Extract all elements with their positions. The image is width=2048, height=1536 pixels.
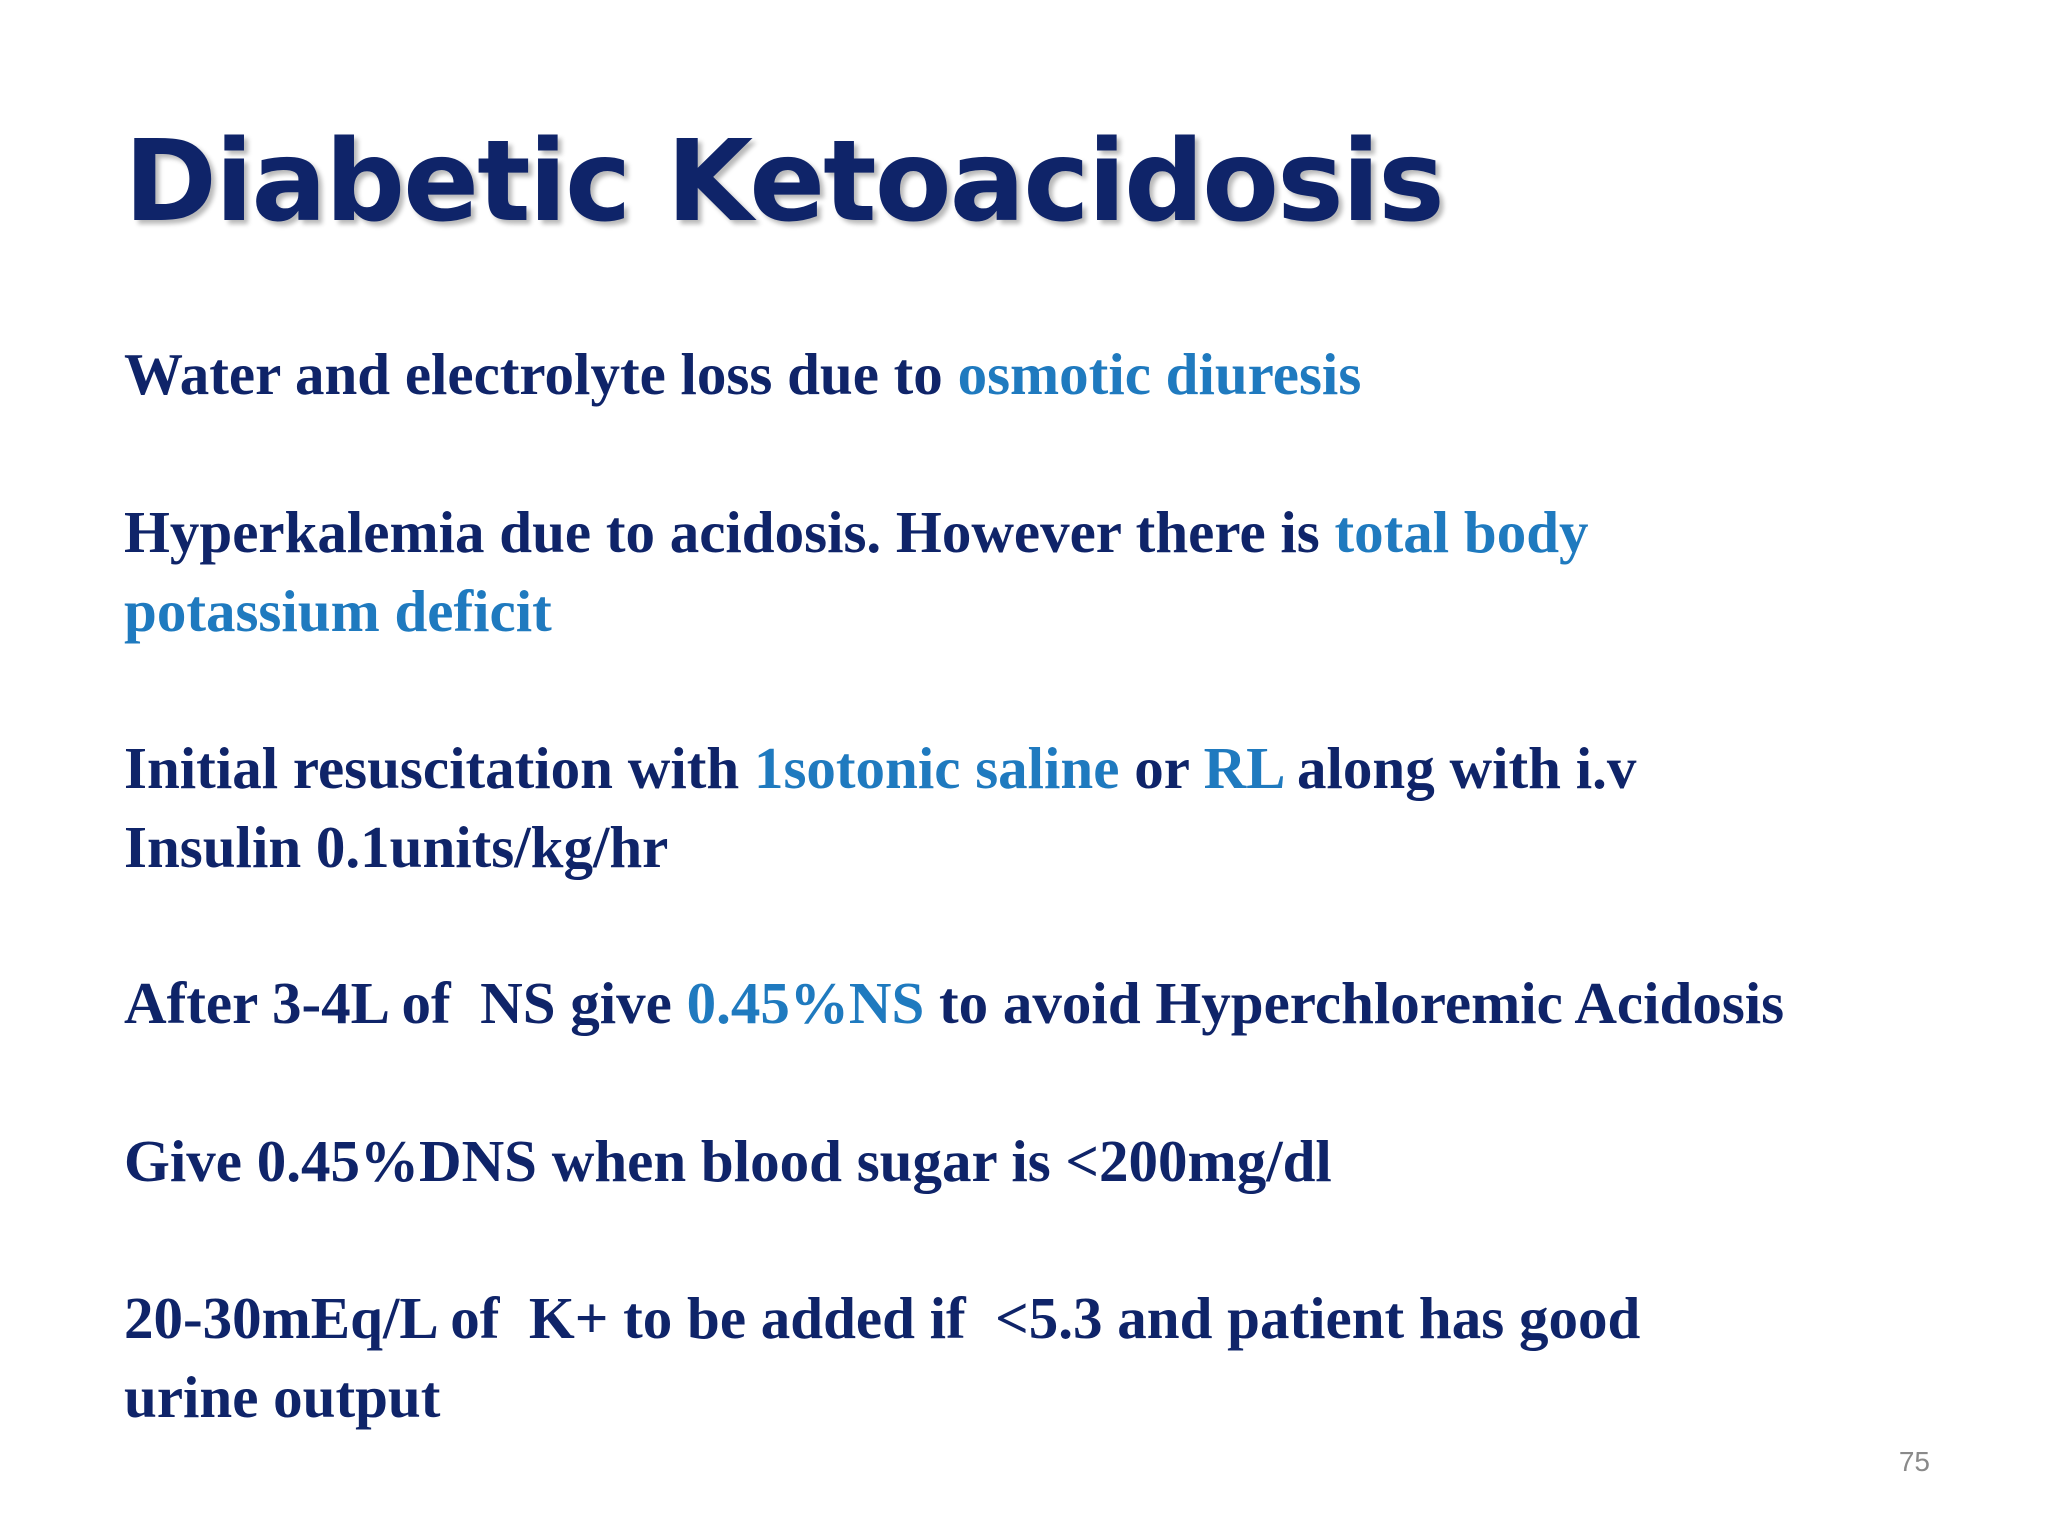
paragraph-text: Water and electrolyte loss due to bbox=[124, 341, 958, 407]
paragraph-hyperkalemia bbox=[124, 493, 1589, 651]
paragraph-give-dns bbox=[124, 1122, 1332, 1201]
paragraph-text: Insulin 0.1units/kg/hr bbox=[124, 814, 669, 880]
paragraph-potassium bbox=[124, 1279, 1640, 1437]
highlight-text: total body bbox=[1334, 499, 1589, 565]
highlight-text: potassium deficit bbox=[124, 578, 552, 644]
paragraph-text: to avoid Hyperchloremic Acidosis bbox=[924, 970, 1785, 1036]
highlight-text: 0.45%NS bbox=[686, 970, 925, 1036]
highlight-text: RL bbox=[1203, 735, 1283, 801]
slide-number: 75 bbox=[1898, 1446, 1930, 1477]
paragraph-text: along with i.v bbox=[1282, 735, 1637, 801]
paragraph-text: After 3-4L of NS give bbox=[124, 970, 687, 1036]
paragraph-text: Hyperkalemia due to acidosis. However there is bbox=[124, 499, 1335, 565]
highlight-text: 1sotonic saline bbox=[753, 735, 1120, 801]
paragraph-text: urine output bbox=[124, 1364, 441, 1430]
paragraph-text: or bbox=[1119, 735, 1204, 801]
slide-title: Diabetic Ketoacidosis bbox=[124, 117, 1443, 247]
paragraph-after-ns bbox=[124, 964, 1784, 1043]
paragraph-text: Give 0.45%DNS when blood sugar is <200mg/dl bbox=[124, 1128, 1332, 1194]
paragraph-water-electrolyte-loss bbox=[124, 335, 1361, 414]
paragraph-initial-resuscitation bbox=[124, 729, 1636, 887]
paragraph-text: 20-30mEq/L of K+ to be added if <5.3 and patient has good bbox=[124, 1285, 1641, 1351]
paragraph-text: Initial resuscitation with bbox=[124, 735, 754, 801]
highlight-text: osmotic diuresis bbox=[957, 341, 1362, 407]
